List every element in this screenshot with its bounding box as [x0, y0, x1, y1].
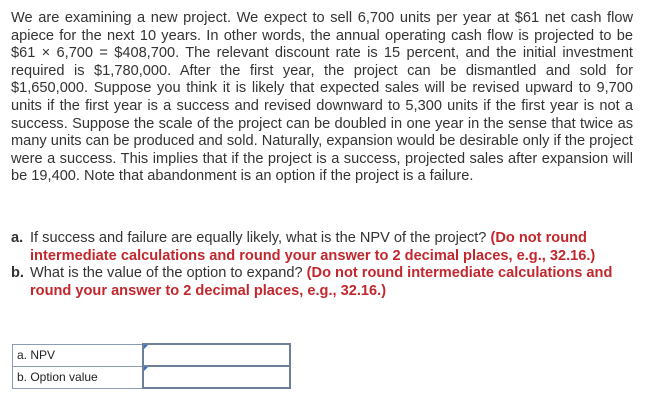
question-letter: b. [11, 265, 24, 282]
option-value-input-cell[interactable] [143, 366, 290, 388]
option-value-input[interactable] [144, 367, 289, 387]
question-instruction: (Do not round intermediate calculations and round your answer to 2 decimal places, e.g., 32.16.) [30, 230, 596, 264]
answer-row-npv [13, 344, 291, 366]
problem-statement: We are examining a new project. We expect to sell 6,700 units per year at $61 net cash flow apiece for the next 10 years. In other words, the annual operating cash flow is projected to be $61 × 6,700 = $408,700. The relevant discount rate is 15 percent, and the initial investment required is $1,780,000. After the first year, the project can be dismantled and sold for $1,650,000. Suppose you think it is likely that expected sales will be revised upward to 9,700 units if the first year is a success and revised downward to 5,300 units if the first year is not a success. Suppose the scale of the project can be doubled in one year in the sense that twice as many units can be produced and sold. Naturally, expansion would be desirable only if the project were a success. This implies that if the project is a success, projected sales after expansion will be 19,400. Note that abandonment is an option if the project is a failure. [11, 10, 633, 185]
question-instruction: (Do not round intermediate calculations and round your answer to 2 decimal places, e.g., 32.16.) [30, 265, 613, 299]
npv-label: a. NPV [13, 344, 144, 366]
question-text: If success and failure are equally likely, what is the NPV of the project? [30, 230, 487, 246]
question-text: What is the value of the option to expand? [30, 265, 303, 282]
option-value-label: b. Option value [13, 366, 144, 388]
npv-input[interactable] [144, 345, 289, 365]
answer-row-option-value [13, 366, 291, 388]
question-list [11, 230, 641, 300]
question-letter: a. [11, 230, 24, 246]
question-a [11, 230, 641, 265]
question-b [11, 265, 641, 300]
answer-table [12, 343, 291, 389]
npv-input-cell[interactable] [143, 344, 290, 366]
